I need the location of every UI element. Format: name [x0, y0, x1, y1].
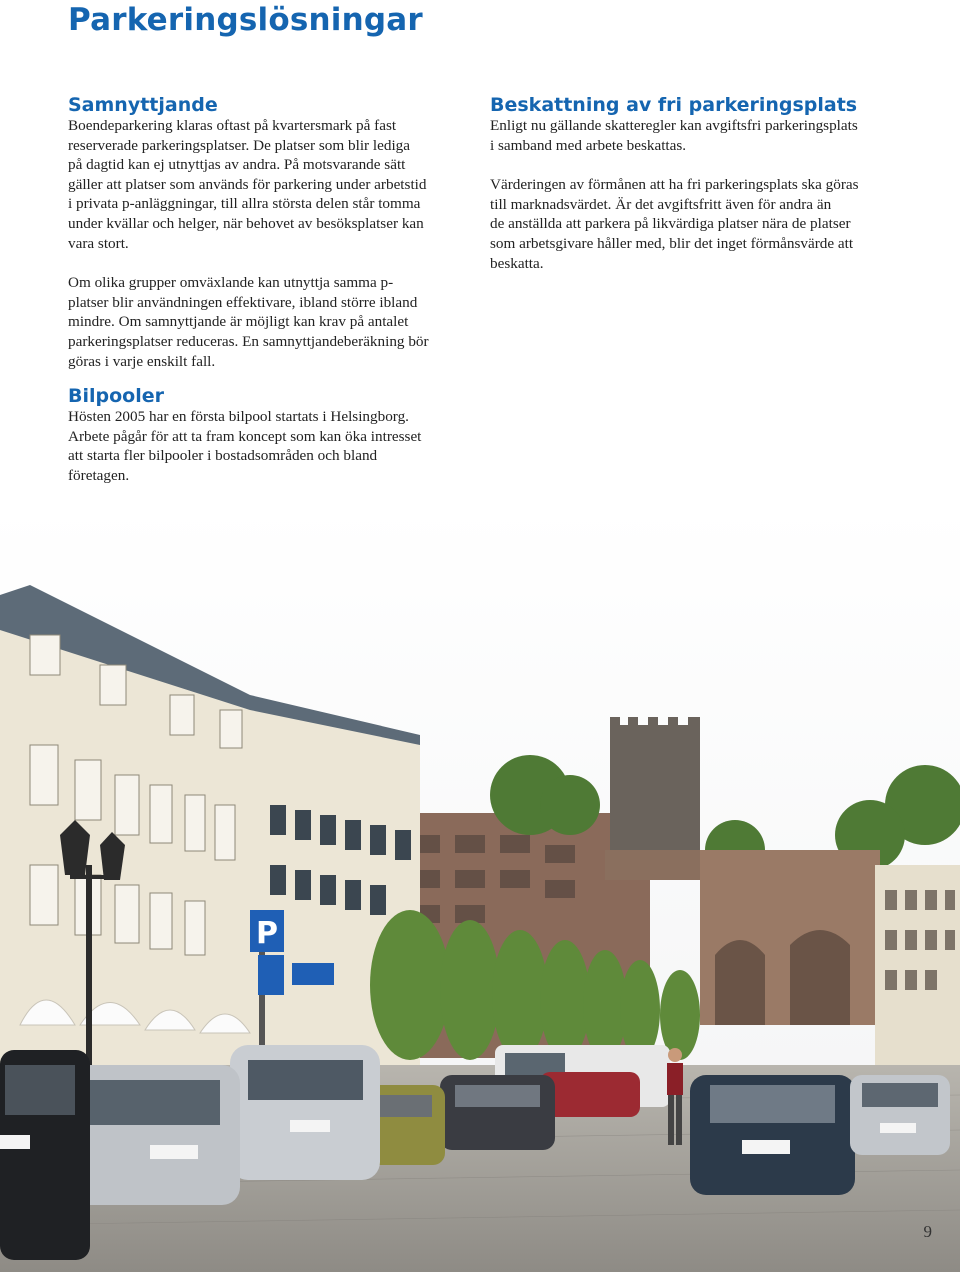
text-line: i samband med arbete beskattas.	[490, 136, 687, 154]
text-line: att starta fler bilpooler i bostadsområden och bland	[68, 447, 378, 465]
text-line: till marknadsvärdet. Är det avgiftsfritt även för andra än	[490, 195, 832, 213]
text-line: på dagtid kan ej utnyttjas av andra. På motsvarande sätt	[68, 156, 406, 174]
text-line: under kvällar och helger, när behovet av besöksplatser kan	[68, 214, 424, 232]
text-line: som arbetsgivare håller med, blir det inget förmånsvärde att	[490, 234, 854, 252]
text-line: i privata p-anläggningar, till allra största delen står tomma	[68, 195, 421, 213]
beskattning-paragraph-1	[490, 116, 910, 155]
page-number: 9	[923, 1222, 932, 1241]
castle-tower	[605, 717, 700, 880]
left-column	[68, 94, 468, 486]
text-line: Värderingen av förmånen att ha fri parkeringsplats ska göras	[490, 176, 859, 194]
text-line: de anställda att parkera på likvärdiga platser nära de platser	[490, 215, 851, 233]
bilpooler-paragraph	[68, 407, 468, 485]
sign-letter: P	[256, 916, 278, 951]
text-line: Enligt nu gällande skatteregler kan avgiftsfri parkeringsplats	[490, 117, 858, 134]
heading-bilpooler: Bilpooler	[68, 385, 164, 408]
parking-sign-small	[292, 963, 334, 985]
text-line: parkeringsplatser reduceras. En samnyttjandeberäkning bör	[68, 332, 429, 350]
text-line: platser blir användningen effektivare, ibland större ibland	[68, 293, 418, 311]
page-title: Parkeringslösningar	[68, 2, 423, 38]
text-line: företagen.	[68, 466, 130, 484]
right-column	[490, 94, 910, 273]
text-line: Arbete pågår för att ta fram koncept som kan öka intresset	[68, 427, 422, 445]
beskattning-paragraph-2	[490, 175, 910, 273]
heading-samnyttjande: Samnyttjande	[68, 94, 218, 116]
samnyttjande-paragraph-2	[68, 273, 468, 371]
text-line: gäller att platser som används för parkering under arbetstid	[68, 175, 427, 193]
text-line: Hösten 2005 har en första bilpool startats i Helsingborg.	[68, 408, 409, 426]
text-line: vara stort.	[68, 234, 129, 252]
text-line: mindre. Om samnyttjande är möjligt kan krav på antalet	[68, 313, 409, 331]
text-line: beskatta.	[490, 254, 544, 272]
street-parking-photo	[0, 505, 960, 1272]
samnyttjande-paragraph-1	[68, 116, 468, 253]
heading-beskattning: Beskattning av fri parkeringsplats	[490, 94, 858, 116]
text-line: Boendeparkering klaras oftast på kvartersmark på fast	[68, 117, 397, 134]
text-line: reserverade parkeringsplatser. De platser som blir lediga	[68, 136, 411, 154]
text-line: göras i varje enskilt fall.	[68, 352, 216, 370]
text-line: Om olika grupper omväxlande kan utnyttja samma p-	[68, 274, 394, 292]
